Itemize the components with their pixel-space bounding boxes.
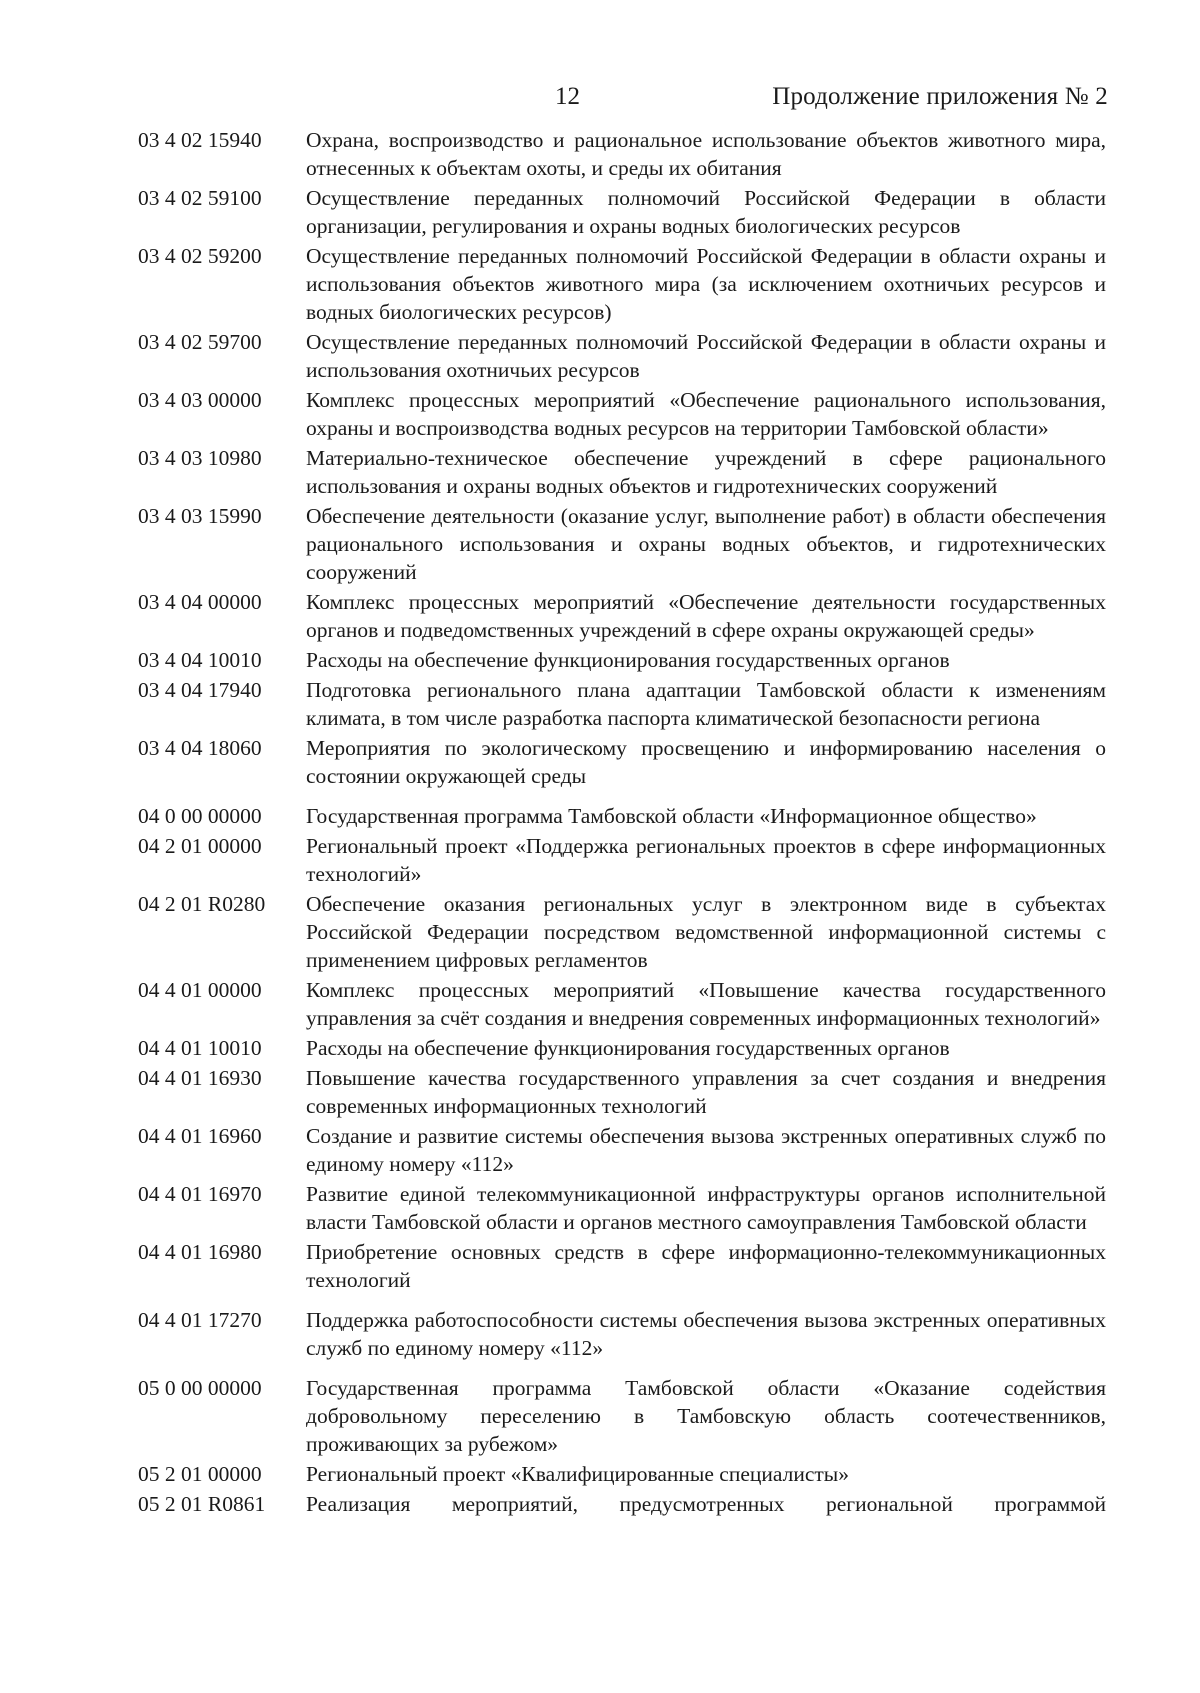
item-description: Повышение качества государственного управления за счет создания и внедрения современных информационных технологий xyxy=(306,1066,1106,1118)
item-description: Комплекс процессных мероприятий «Обеспечение рационального использования, охраны и воспроизводства водных ресурсов на территории Тамбовской области» xyxy=(306,388,1106,440)
item-description: Государственная программа Тамбовской области «Оказание содействия добровольному переселению в Тамбовскую область соотечественников, проживающих за рубежом» xyxy=(306,1376,1106,1456)
list-item xyxy=(0,1306,1200,1362)
list-item xyxy=(0,1180,1200,1236)
item-code: 04 4 01 17270 xyxy=(138,1308,262,1332)
item-description: Материально-техническое обеспечение учреждений в сфере рационального использования и охраны водных объектов и гидротехнических сооружений xyxy=(306,446,1106,498)
list-item xyxy=(0,1122,1200,1178)
item-code: 03 4 04 00000 xyxy=(138,590,262,614)
item-code: 04 4 01 16930 xyxy=(138,1066,262,1090)
list-item xyxy=(0,242,1200,326)
item-code: 03 4 02 15940 xyxy=(138,128,262,152)
item-code: 05 2 01 00000 xyxy=(138,1462,262,1486)
list-item xyxy=(0,1034,1200,1062)
list-item xyxy=(0,1238,1200,1294)
item-description: Развитие единой телекоммуникационной инфраструктуры органов исполнительной власти Тамбовской области и органов местного самоуправления Тамбовской области xyxy=(306,1182,1106,1234)
item-description: Расходы на обеспечение функционирования государственных органов xyxy=(306,1036,950,1060)
list-item xyxy=(0,832,1200,888)
list-item xyxy=(0,1374,1200,1458)
appendix-continuation-title: Продолжение приложения № 2 xyxy=(772,83,1108,110)
item-code: 03 4 03 00000 xyxy=(138,388,262,412)
item-code: 03 4 02 59100 xyxy=(138,186,262,210)
item-description: Осуществление переданных полномочий Российской Федерации в области организации, регулирования и охраны водных биологических ресурсов xyxy=(306,186,1106,238)
item-code: 05 2 01 R0861 xyxy=(138,1492,266,1516)
item-description: Подготовка регионального плана адаптации Тамбовской области к изменениям климата, в том числе разработка паспорта климатической безопасности региона xyxy=(306,678,1106,730)
item-code: 04 2 01 00000 xyxy=(138,834,262,858)
item-description: Комплекс процессных мероприятий «Обеспечение деятельности государственных органов и подведомственных учреждений в сфере охраны окружающей среды» xyxy=(306,590,1106,642)
list-item xyxy=(0,386,1200,442)
item-description: Обеспечение деятельности (оказание услуг, выполнение работ) в области обеспечения рационального использования и охраны водных объектов, и гидротехнических сооружений xyxy=(306,504,1106,584)
item-description: Создание и развитие системы обеспечения вызова экстренных оперативных служб по единому номеру «112» xyxy=(306,1124,1106,1176)
item-code: 03 4 03 15990 xyxy=(138,504,262,528)
item-description: Реализация мероприятий, предусмотренных региональной программой xyxy=(306,1492,1106,1516)
item-code: 03 4 04 10010 xyxy=(138,648,262,672)
list-item xyxy=(0,1460,1200,1488)
list-item xyxy=(0,976,1200,1032)
item-code: 03 4 03 10980 xyxy=(138,446,262,470)
item-code: 04 0 00 00000 xyxy=(138,804,262,828)
item-description: Государственная программа Тамбовской области «Информационное общество» xyxy=(306,804,1037,828)
item-description: Приобретение основных средств в сфере информационно-телекоммуникационных технологий xyxy=(306,1240,1106,1292)
item-code: 03 4 04 17940 xyxy=(138,678,262,702)
page-number: 12 xyxy=(555,83,580,110)
list-item xyxy=(0,126,1200,182)
item-description: Осуществление переданных полномочий Российской Федерации в области охраны и использования охотничьих ресурсов xyxy=(306,330,1106,382)
list-item xyxy=(0,676,1200,732)
list-item xyxy=(0,890,1200,974)
item-description: Мероприятия по экологическому просвещению и информированию населения о состоянии окружающей среды xyxy=(306,736,1106,788)
list-item xyxy=(0,802,1200,830)
item-code: 04 4 01 16970 xyxy=(138,1182,262,1206)
list-item xyxy=(0,1490,1200,1518)
list-item xyxy=(0,1064,1200,1120)
item-code: 03 4 02 59700 xyxy=(138,330,262,354)
classification-list xyxy=(0,126,1200,1520)
list-item xyxy=(0,588,1200,644)
item-description: Региональный проект «Квалифицированные специалисты» xyxy=(306,1462,850,1486)
page-header xyxy=(0,83,1200,117)
item-description: Региональный проект «Поддержка региональных проектов в сфере информационных технологий» xyxy=(306,834,1106,886)
list-item xyxy=(0,444,1200,500)
list-item xyxy=(0,646,1200,674)
list-item xyxy=(0,328,1200,384)
item-code: 04 4 01 00000 xyxy=(138,978,262,1002)
item-code: 05 0 00 00000 xyxy=(138,1376,262,1400)
list-item xyxy=(0,502,1200,586)
list-item xyxy=(0,184,1200,240)
list-item xyxy=(0,734,1200,790)
item-description: Расходы на обеспечение функционирования государственных органов xyxy=(306,648,950,672)
item-code: 04 4 01 16960 xyxy=(138,1124,262,1148)
item-code: 04 2 01 R0280 xyxy=(138,892,266,916)
item-code: 03 4 04 18060 xyxy=(138,736,262,760)
item-code: 04 4 01 10010 xyxy=(138,1036,262,1060)
item-code: 04 4 01 16980 xyxy=(138,1240,262,1264)
item-description: Охрана, воспроизводство и рациональное использование объектов животного мира, отнесенных к объектам охоты, и среды их обитания xyxy=(306,128,1106,180)
item-description: Поддержка работоспособности системы обеспечения вызова экстренных оперативных служб по единому номеру «112» xyxy=(306,1308,1106,1360)
item-description: Обеспечение оказания региональных услуг в электронном виде в субъектах Российской Федерации посредством ведомственной информационной системы с применением цифровых регламентов xyxy=(306,892,1106,972)
item-description: Осуществление переданных полномочий Российской Федерации в области охраны и использования объектов животного мира (за исключением охотничьих ресурсов и водных биологических ресурсов) xyxy=(306,244,1106,324)
item-description: Комплекс процессных мероприятий «Повышение качества государственного управления за счёт создания и внедрения современных информационных технологий» xyxy=(306,978,1106,1030)
item-code: 03 4 02 59200 xyxy=(138,244,262,268)
